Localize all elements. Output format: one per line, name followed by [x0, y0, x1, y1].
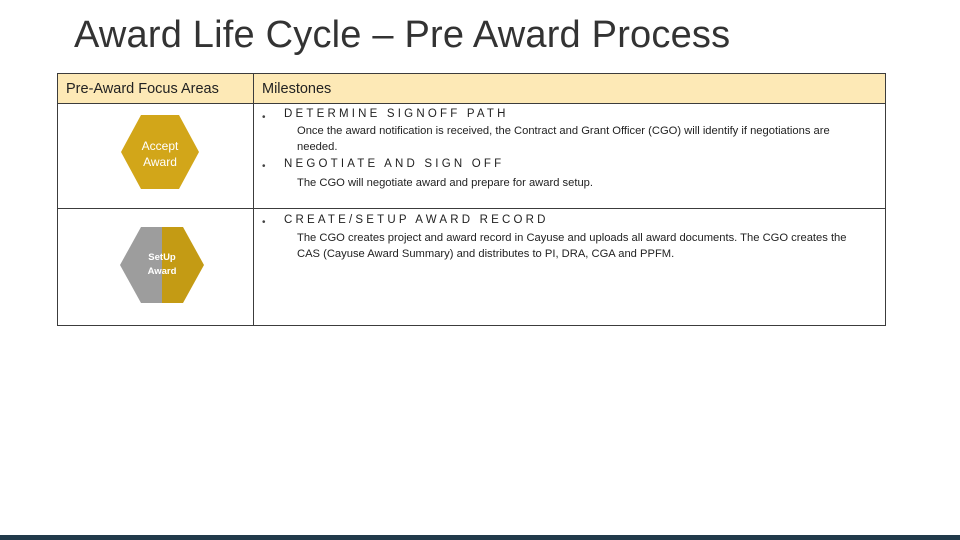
bullet: • [262, 112, 266, 123]
accept-label-line1: Accept [141, 139, 179, 153]
setup-label-line2: Award [147, 266, 177, 277]
milestone-title-negotiate: NEGOTIATE AND SIGN OFF [284, 158, 505, 170]
header-milestones: Milestones [262, 81, 332, 97]
bullet: • [262, 217, 266, 228]
setup-award-label [120, 251, 204, 279]
milestones-table [57, 73, 886, 326]
table-header [58, 74, 885, 104]
setup-label-set: Set [148, 252, 164, 263]
header-focus-areas: Pre-Award Focus Areas [66, 81, 219, 97]
accept-label-line2: Award [143, 155, 177, 169]
milestone-title-create-record: CREATE/SETUP AWARD RECORD [284, 214, 549, 226]
milestone-desc-signoff-path: Once the award notification is received, the Contract and Grant Officer (CGO) will identify if negotiations are needed. [297, 125, 830, 153]
bottom-accent-bar [0, 535, 960, 540]
setup-label-line1 [120, 251, 204, 265]
accept-award-label [121, 138, 199, 170]
column-divider [253, 74, 254, 325]
bullet: • [262, 161, 266, 172]
milestone-title-signoff-path: DETERMINE SIGNOFF PATH [284, 108, 509, 120]
row-divider [58, 208, 885, 209]
milestone-desc-negotiate: The CGO will negotiate award and prepare for award setup. [297, 177, 594, 189]
milestone-desc-create-record: The CGO creates project and award record in Cayuse and uploads all award documents. The CGO creates the CAS (Cayuse Award Summary) and distributes to PI, DRA, CGA and PPFM. [297, 232, 847, 260]
setup-label-up: Up [163, 252, 176, 263]
page-title: Award Life Cycle – Pre Award Process [74, 14, 731, 56]
